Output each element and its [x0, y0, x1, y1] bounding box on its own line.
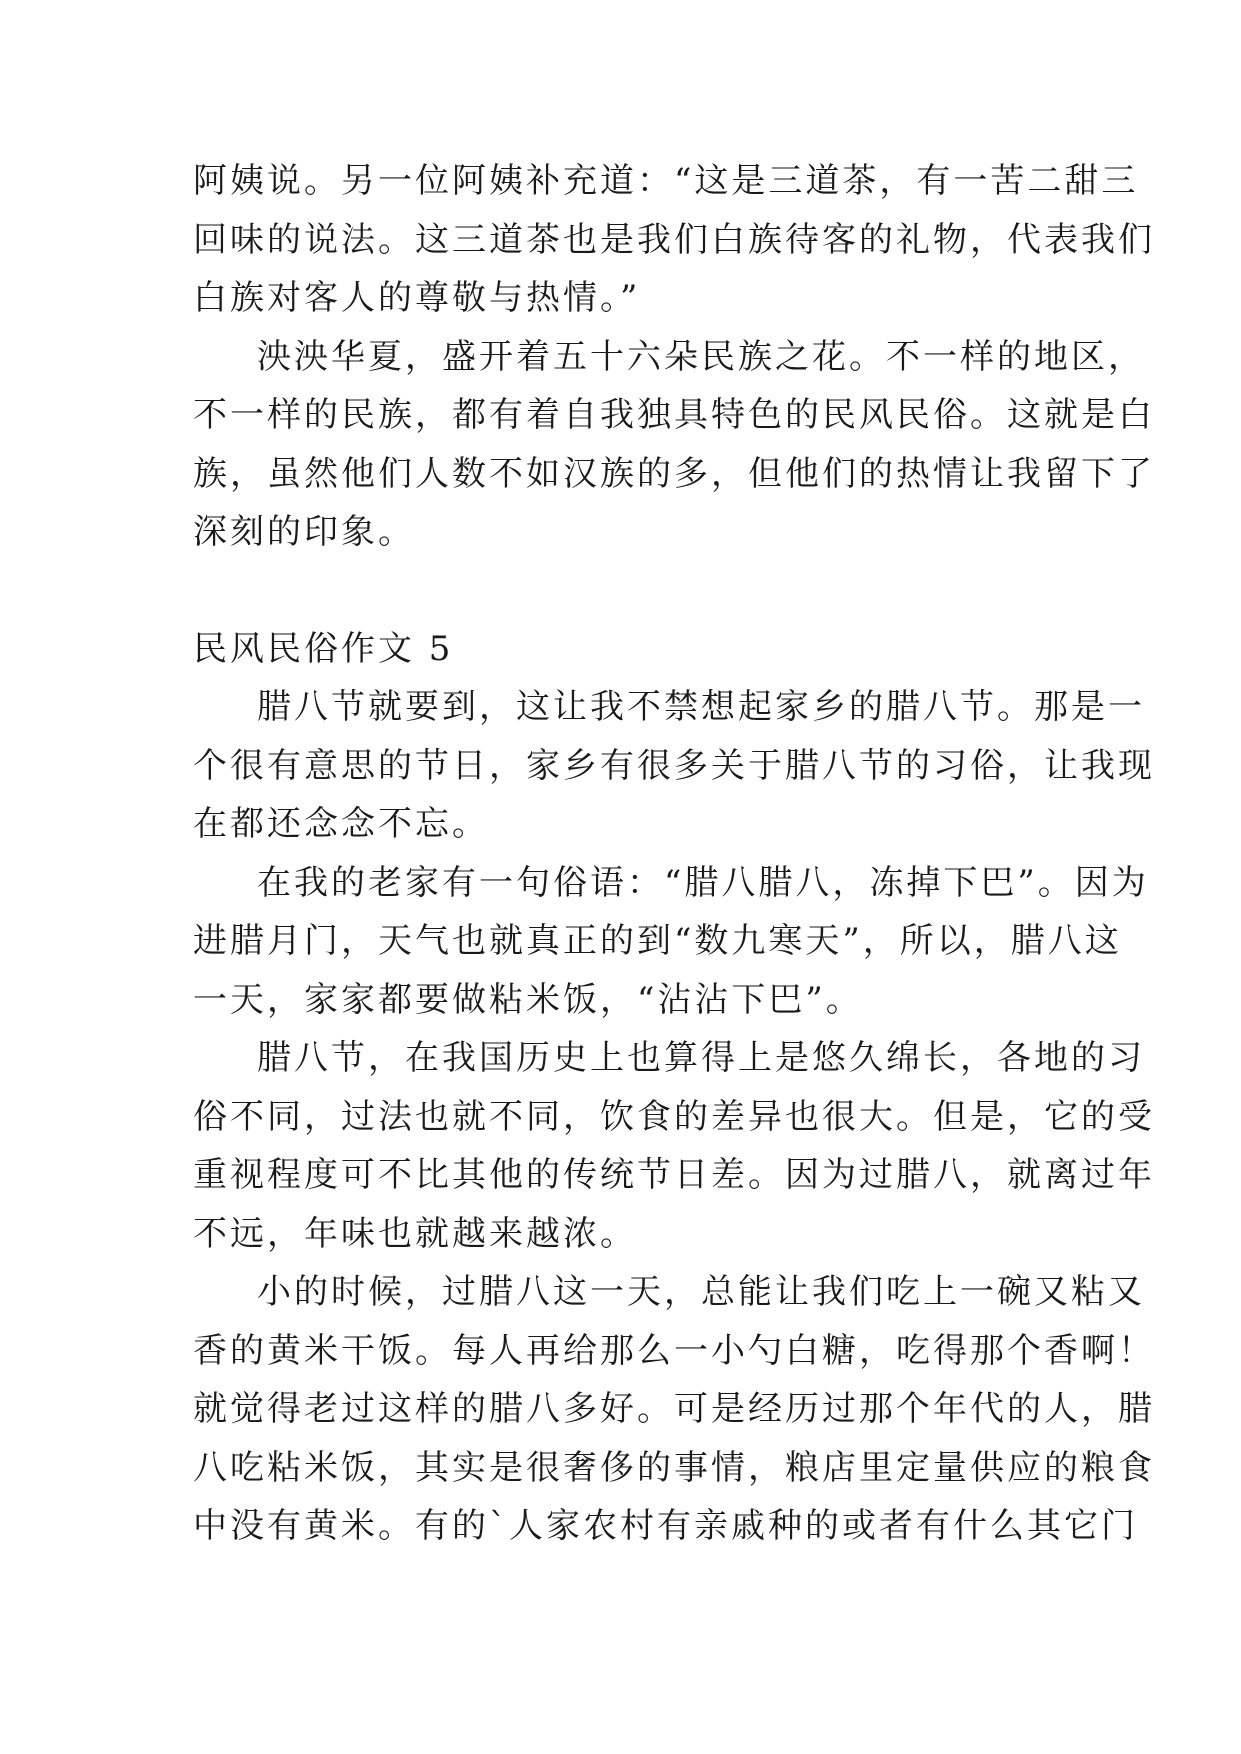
- text-line: 腊八节，在我国历史上也算得上是悠久绵长，各地的习: [257, 1038, 1145, 1078]
- text-line: 香的黄米干饭。每人再给那么一小勺白糖，吃得那个香啊！: [193, 1330, 1155, 1371]
- text-line: 中没有黄米。有的`人家农村有亲戚种的或者有什么其它门: [193, 1506, 1138, 1546]
- paragraph: [193, 328, 1155, 562]
- text-line: 族，虽然他们人数不如汉族的多，但他们的热情让我留下了: [193, 453, 1155, 494]
- paragraph-continued: [193, 152, 1155, 328]
- text-line: 进腊月门，天气也就真正的到“数九寒天”，所以，腊八这: [193, 921, 1122, 961]
- paragraph: [193, 854, 1149, 1030]
- text-line: 小的时候，过腊八这一天，总能让我们吃上一碗又粘又: [257, 1272, 1145, 1312]
- text-line: 不一样的民族，都有着自我独具特色的民风民俗。这就是白: [193, 395, 1155, 435]
- text-line: 俗不同，过法也就不同，饮食的差异也很大。但是，它的受: [193, 1096, 1155, 1137]
- text-line: 在我的老家有一句俗语：“腊八腊八，冻掉下巴”。因为: [257, 862, 1149, 903]
- document-page: [193, 152, 1155, 1556]
- text-line: 一天，家家都要做粘米饭，“沾沾下巴”。: [193, 979, 863, 1020]
- text-line: 泱泱华夏，盛开着五十六朵民族之花。不一样的地区，: [257, 336, 1145, 377]
- section-heading: 民风民俗作文 5: [193, 628, 454, 669]
- text-line: 白族对客人的尊敬与热情。”: [193, 278, 641, 318]
- text-line: 深刻的印象。: [193, 512, 415, 552]
- paragraph: [193, 1263, 1155, 1556]
- text-line: 个很有意思的节日，家乡有很多关于腊八节的习俗，让我现: [193, 745, 1155, 786]
- text-line: 回味的说法。这三道茶也是我们白族待客的礼物，代表我们: [193, 219, 1155, 260]
- text-line: 就觉得老过这样的腊八多好。可是经历过那个年代的人，腊: [193, 1389, 1155, 1429]
- text-line: 腊八节就要到，这让我不禁想起家乡的腊八节。那是一: [257, 687, 1145, 727]
- text-line: 八吃粘米饭，其实是很奢侈的事情，粮店里定量供应的粮食: [193, 1447, 1155, 1488]
- blank-line: [193, 562, 1053, 620]
- paragraph: [193, 1029, 1155, 1263]
- text-line: 重视程度可不比其他的传统节日差。因为过腊八，就离过年: [193, 1155, 1155, 1195]
- text-line: 不远，年味也就越来越浓。: [193, 1213, 637, 1254]
- text-line: 在都还念念不忘。: [193, 804, 489, 844]
- text-line: 阿姨说。另一位阿姨补充道：“这是三道茶，有一苦二甜三: [193, 161, 1139, 201]
- paragraph: [193, 678, 1155, 854]
